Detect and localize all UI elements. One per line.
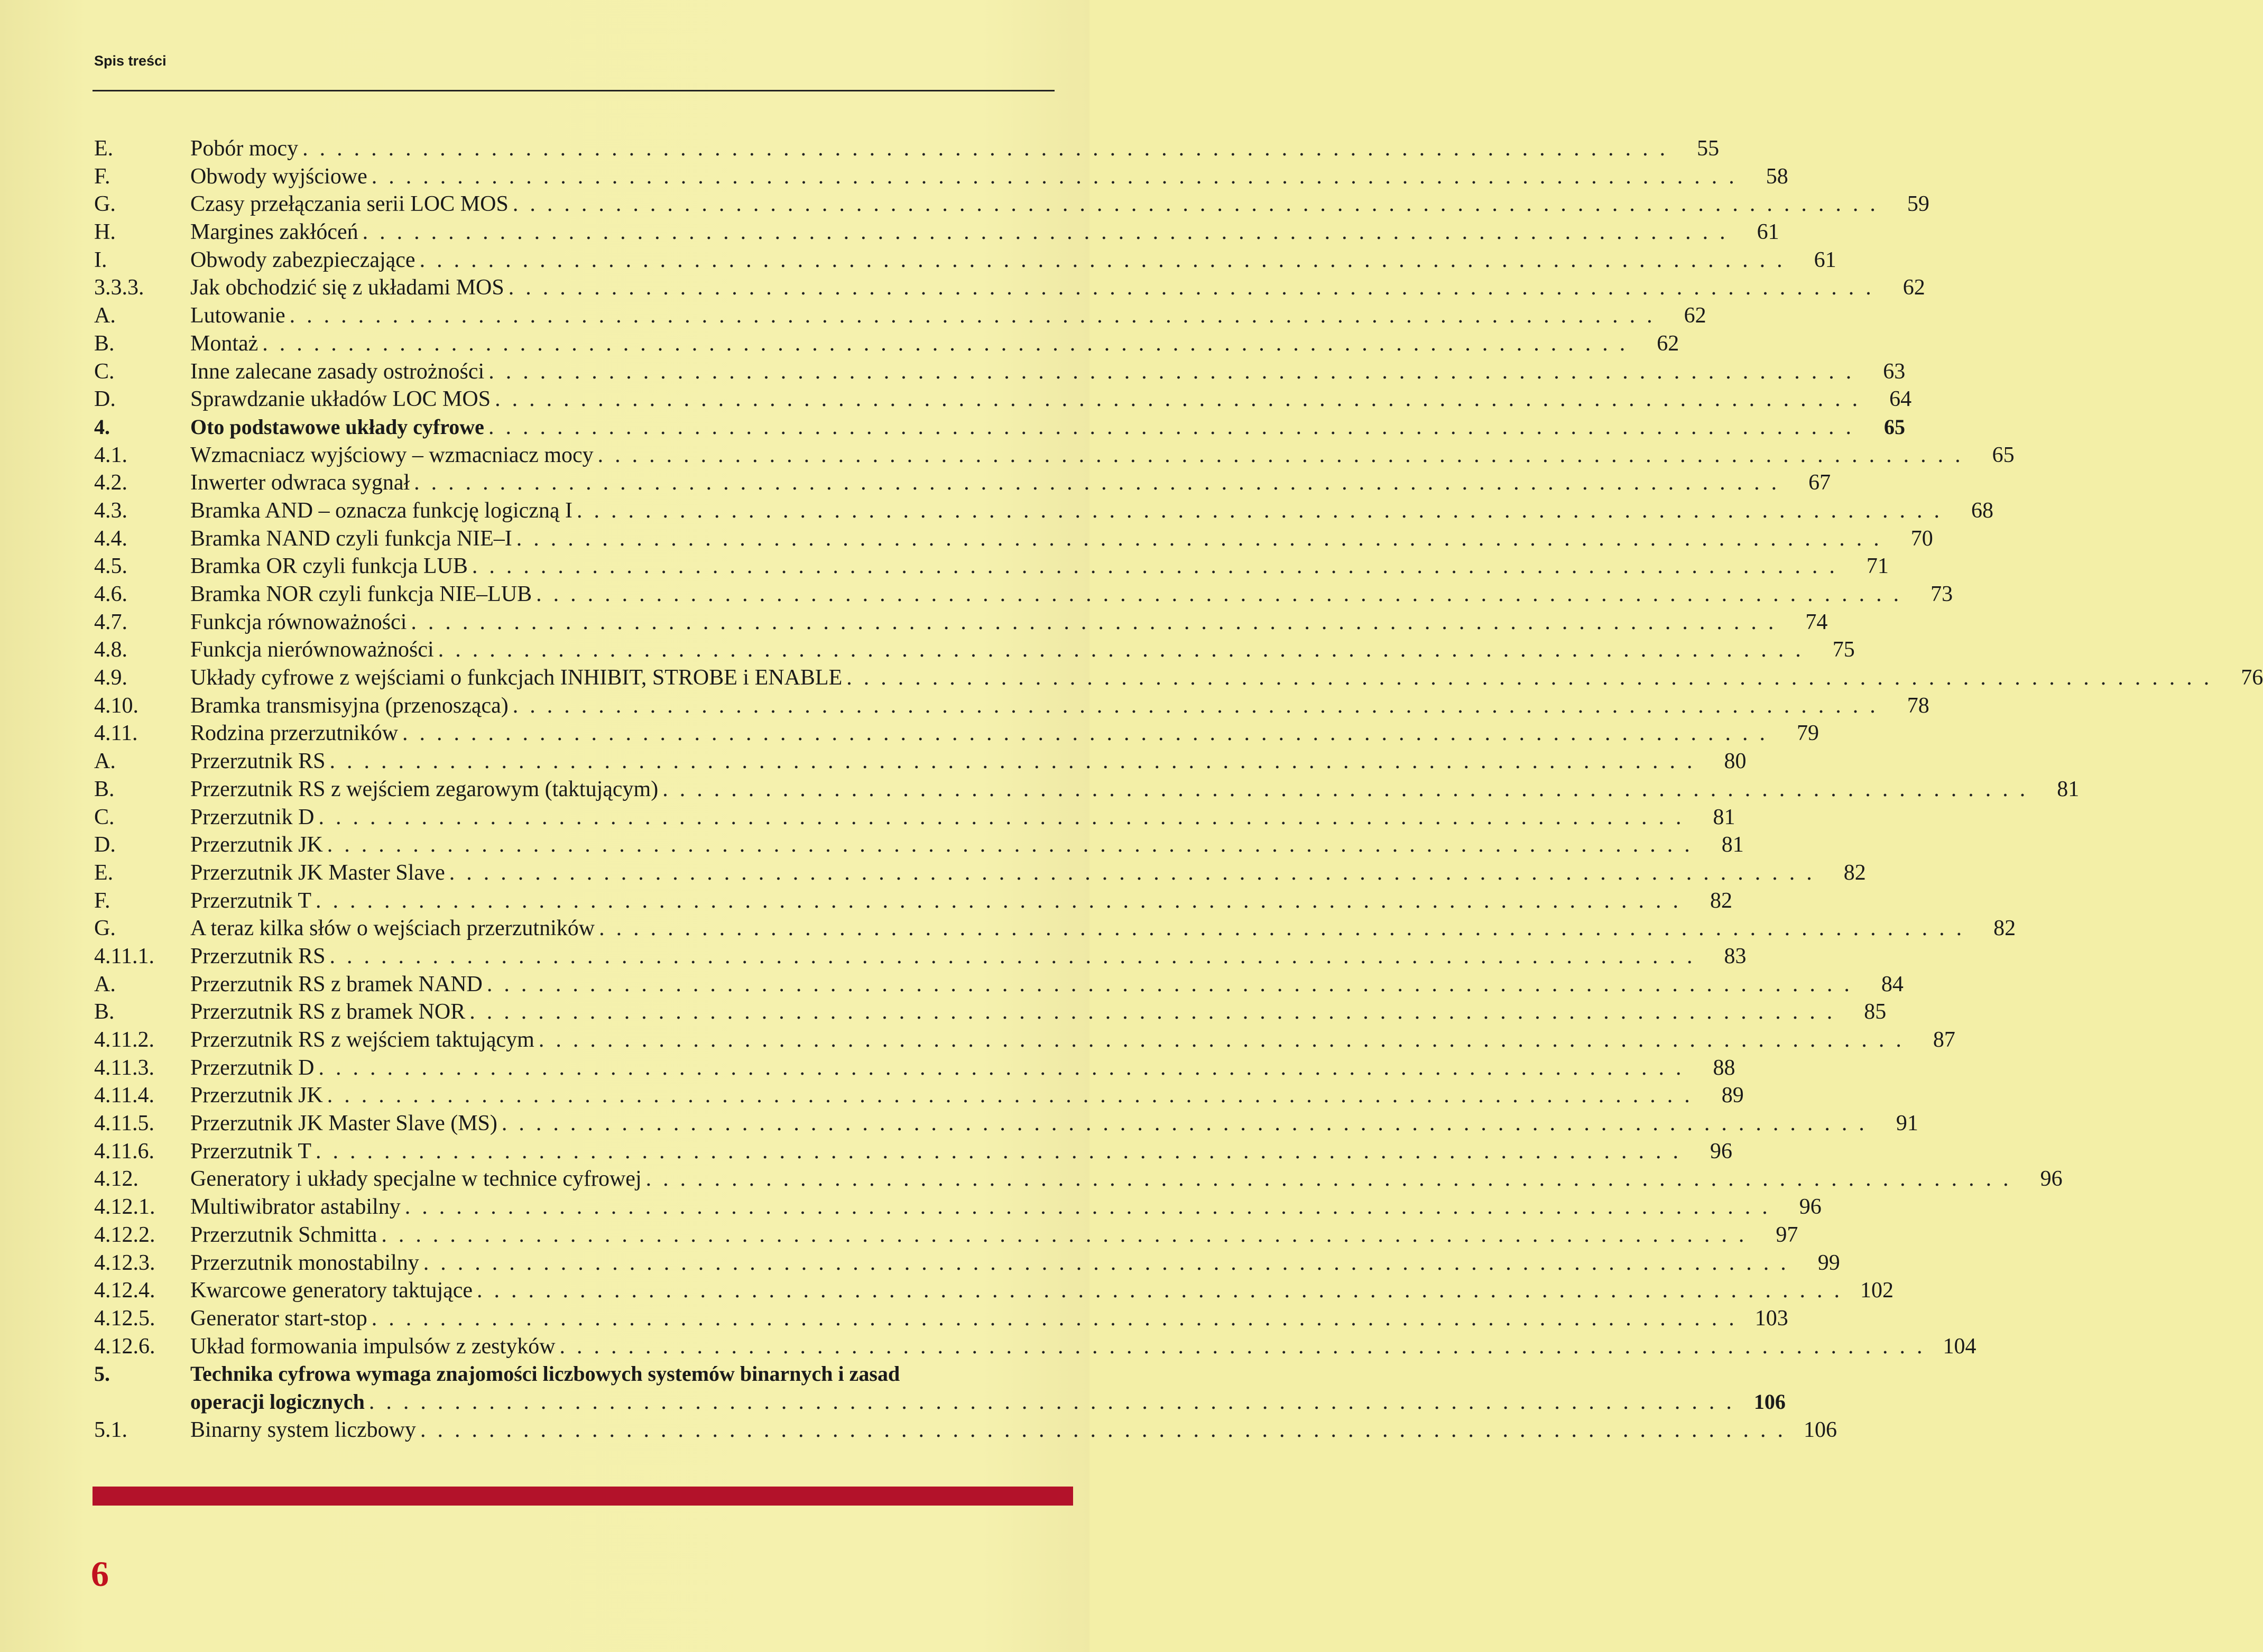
toc-entry	[94, 190, 1929, 218]
dot-leader: ................................................................................	[368, 1389, 1743, 1414]
dot-leader: ................................................................................	[262, 331, 1637, 356]
toc-entry-number: 4.4.	[94, 526, 127, 551]
toc-entry-title: Bramka transmisyjna (przenosząca)	[190, 693, 509, 718]
toc-entry	[94, 1416, 1837, 1444]
dot-leader: ................................................................................	[597, 442, 1972, 467]
dot-leader: ................................................................................	[508, 275, 1883, 300]
toc-entry	[94, 358, 1906, 386]
toc-entry	[94, 1110, 1918, 1138]
toc-entry-number: E.	[94, 860, 114, 885]
toc-entry-title: Przerzutnik monostabilny	[190, 1250, 419, 1275]
toc-entry-title: Kwarcowe generatory taktujące	[190, 1278, 473, 1303]
toc-entry-page: 89	[1721, 1083, 1744, 1108]
toc-entry-title: Bramka NOR czyli funkcja NIE–LUB	[190, 582, 532, 606]
toc-entry-number: E.	[94, 136, 114, 161]
toc-entry-number: G.	[94, 916, 116, 941]
dot-leader: ................................................................................	[327, 833, 1702, 857]
toc-entry-number: 4.	[94, 414, 110, 439]
toc-entry-number: 4.7.	[94, 610, 127, 634]
toc-entry-title: Bramka NAND czyli funkcja NIE–I	[190, 526, 512, 551]
toc-entry	[94, 859, 1866, 887]
toc-entry	[94, 330, 1679, 358]
toc-entry	[94, 1249, 1840, 1277]
toc-entry-title: Binarny system liczbowy	[190, 1417, 416, 1442]
toc-entry-page: 62	[1684, 303, 1706, 328]
toc-entry	[94, 552, 1889, 580]
toc-entry-page: 64	[1889, 387, 1912, 412]
dot-leader: ................................................................................	[289, 303, 1664, 328]
dot-leader: ................................................................................	[536, 582, 1911, 606]
toc-entry-title: Przerzutnik Schmitta	[190, 1222, 377, 1247]
toc-entry-title: Przerzutnik D	[190, 805, 315, 829]
dot-leader: ................................................................................	[419, 247, 1794, 272]
toc-entry	[94, 692, 1929, 720]
dot-leader: ................................................................................	[381, 1222, 1756, 1247]
toc-entry	[94, 469, 1831, 497]
toc-entry-page: 65	[1992, 442, 2015, 467]
toc-entry	[94, 1082, 1744, 1110]
dot-leader: ................................................................................	[472, 554, 1846, 579]
toc-entry-number: 5.	[94, 1362, 110, 1386]
toc-entry	[94, 943, 1747, 971]
toc-entry-page: 73	[1931, 582, 1953, 606]
toc-entry-number: G.	[94, 192, 116, 217]
toc-entry	[94, 915, 2016, 943]
toc-entry-title: Technika cyfrowa wymaga znajomości liczbowych systemów binarnych i zasad	[190, 1362, 900, 1386]
toc-entry	[94, 831, 1744, 859]
toc-entry	[94, 135, 1720, 163]
toc-entry-page: 71	[1866, 554, 1889, 579]
toc-entry-page: 102	[1860, 1278, 1894, 1303]
toc-entry-title: Przerzutnik JK	[190, 833, 323, 857]
toc-entry-title: Przerzutnik T	[190, 888, 311, 913]
toc-entry-number: B.	[94, 331, 115, 356]
dot-leader: ................................................................................	[559, 1334, 1934, 1359]
dot-leader: ................................................................................	[488, 359, 1863, 384]
toc-entry-page: 106	[1753, 1389, 1786, 1414]
toc-entry-page: 76	[2241, 666, 2263, 690]
toc-entry	[94, 441, 2015, 469]
toc-entry-title: Oto podstawowe układy cyfrowe	[190, 414, 484, 439]
toc-entry-title: Sprawdzanie układów LOC MOS	[190, 387, 491, 412]
toc-entry	[94, 1305, 1788, 1333]
toc-entry-number: 3.3.3.	[94, 275, 144, 300]
toc-entry-number: A.	[94, 749, 116, 774]
toc-entry-title: Przerzutnik RS z wejściem zegarowym (taktującym)	[190, 777, 659, 801]
toc-entry-page: 74	[1805, 610, 1828, 634]
toc-entry-title: Inwerter odwraca sygnał	[190, 470, 410, 495]
dot-leader: ................................................................................	[512, 693, 1887, 718]
toc-entry-page: 103	[1754, 1306, 1788, 1331]
toc-entry-page: 83	[1724, 944, 1747, 968]
toc-entry-page: 82	[1993, 916, 2016, 941]
toc-entry-number: I.	[94, 247, 107, 272]
dot-leader: ................................................................................	[423, 1250, 1798, 1275]
dot-leader: ................................................................................	[327, 1083, 1702, 1108]
toc-entry	[94, 218, 1779, 246]
toc-entry-number: B.	[94, 1000, 115, 1025]
dot-leader: ................................................................................	[316, 1139, 1690, 1164]
toc-entry-page: 82	[1710, 888, 1732, 913]
toc-entry-number: A.	[94, 303, 116, 328]
toc-entry-number: 4.11.3.	[94, 1055, 154, 1080]
dot-leader: ................................................................................	[645, 1167, 2020, 1192]
toc-entry-page: 79	[1797, 721, 1819, 746]
toc-entry-number: C.	[94, 805, 115, 829]
toc-entry-page: 63	[1883, 359, 1906, 384]
toc-entry-number: 4.11.6.	[94, 1139, 154, 1164]
toc-entry-page: 84	[1881, 972, 1904, 996]
toc-entry-page: 68	[1971, 498, 1994, 523]
toc-entry-title: Generator start-stop	[190, 1306, 367, 1331]
toc-entry-title: Układ formowania impulsów z zestyków	[190, 1334, 556, 1359]
toc-entry-page: 81	[1713, 805, 1735, 829]
dot-leader: ................................................................................	[488, 414, 1863, 439]
toc-entry	[94, 497, 1994, 525]
toc-entry-title: Montaż	[190, 331, 258, 356]
toc-entry-number: 4.12.5.	[94, 1306, 155, 1331]
dot-leader: ................................................................................	[538, 1028, 1913, 1052]
toc-entry-title: Przerzutnik JK	[190, 1083, 323, 1108]
dot-leader: ................................................................................	[577, 498, 1952, 523]
toc-entry	[94, 1388, 1786, 1416]
toc-entry-number: 5.1.	[94, 1417, 127, 1442]
toc-entry-number: 4.3.	[94, 498, 127, 523]
toc-entry	[94, 163, 1788, 191]
toc-entry-title: Przerzutnik JK Master Slave	[190, 860, 445, 885]
dot-leader: ................................................................................	[302, 136, 1677, 161]
toc-entry	[94, 1138, 1732, 1166]
toc-entry-number: D.	[94, 387, 116, 412]
toc-entry-number: D.	[94, 833, 116, 857]
toc-entry-page: 59	[1907, 192, 1929, 217]
toc-entry-title: A teraz kilka słów o wejściach przerzutników	[190, 916, 595, 941]
dot-leader: ................................................................................	[371, 164, 1746, 189]
dot-leader: ................................................................................	[516, 526, 1891, 551]
toc-entry-number: 4.6.	[94, 582, 127, 606]
dot-leader: ................................................................................	[486, 972, 1861, 996]
toc-entry	[94, 747, 1747, 776]
toc-entry-title: Margines zakłóceń	[190, 220, 358, 245]
toc-entry-title: Przerzutnik RS z bramek NAND	[190, 972, 483, 996]
dot-leader: ................................................................................	[512, 192, 1887, 217]
toc-entry-page: 85	[1864, 1000, 1887, 1025]
toc-entry-title: Funkcja równoważności	[190, 610, 407, 634]
toc-entry-page: 81	[2057, 777, 2080, 801]
toc-entry-number: F.	[94, 164, 110, 189]
toc-entry-title: Inne zalecane zasady ostrożności	[190, 359, 485, 384]
dot-leader: ................................................................................	[329, 749, 1704, 774]
dot-leader: ................................................................................	[501, 1111, 1876, 1136]
toc-entry-page: 70	[1910, 526, 1933, 551]
dot-leader: ................................................................................	[469, 1000, 1844, 1025]
toc-entry-page: 67	[1808, 470, 1831, 495]
dot-leader: ................................................................................	[420, 1417, 1795, 1442]
dot-leader: ................................................................................	[599, 916, 1974, 941]
toc-entry	[94, 1221, 1798, 1249]
toc-entry-title: Przerzutnik T	[190, 1139, 311, 1164]
toc-entry-page: 55	[1697, 136, 1720, 161]
page-number: 6	[91, 1554, 109, 1594]
toc-entry-title: Przerzutnik RS z wejściem taktującym	[190, 1028, 534, 1052]
toc-entry-title: Rodzina przerzutników	[190, 721, 399, 746]
toc-entry-page: 62	[1657, 331, 1679, 356]
dot-leader: ................................................................................	[449, 860, 1824, 885]
dot-leader: ................................................................................	[477, 1278, 1852, 1303]
toc-entry	[94, 608, 1828, 636]
toc-entry-page: 96	[2040, 1167, 2063, 1192]
toc-entry-title: Przerzutnik D	[190, 1055, 315, 1080]
dot-leader: ................................................................................	[318, 1055, 1693, 1080]
toc-entry-number: 4.11.	[94, 721, 138, 746]
toc-entry-number: 4.12.2.	[94, 1222, 155, 1247]
toc-entry-page: 80	[1724, 749, 1747, 774]
toc-entry-number: 4.12.4.	[94, 1278, 155, 1303]
toc-entry-number: H.	[94, 220, 116, 245]
toc-entry	[94, 804, 1735, 832]
running-head: Spis treści	[94, 53, 167, 69]
toc-entry-page: 78	[1907, 693, 1929, 718]
toc-entry-page: 106	[1803, 1417, 1837, 1442]
toc-entry-title: Bramka OR czyli funkcja LUB	[190, 554, 468, 579]
toc-entry-title: Przerzutnik RS	[190, 749, 326, 774]
dot-leader: ................................................................................	[495, 387, 1870, 412]
toc-entry	[94, 636, 1855, 664]
toc-entry-number: 4.1.	[94, 442, 127, 467]
toc-entry-page: 61	[1814, 247, 1836, 272]
dot-leader: ................................................................................	[371, 1306, 1746, 1331]
toc-entry-page: 104	[1943, 1334, 1976, 1359]
toc-entry	[94, 385, 1912, 413]
toc-entry	[94, 664, 2263, 692]
toc-entry-number: 4.8.	[94, 638, 127, 662]
toc-entry	[94, 1277, 1894, 1305]
toc-entry-number: 4.12.	[94, 1167, 138, 1192]
dot-leader: ................................................................................	[316, 888, 1690, 913]
toc-entry	[94, 1054, 1735, 1082]
toc-entry-page: 58	[1766, 164, 1788, 189]
toc-entry-page: 81	[1721, 833, 1744, 857]
toc-entry	[94, 1360, 1077, 1388]
toc-entry-number: A.	[94, 972, 116, 996]
toc-entry-page: 87	[1933, 1028, 1955, 1052]
toc-entry-title: Obwody zabezpieczające	[190, 247, 415, 272]
toc-entry	[94, 776, 2080, 804]
dot-leader: ................................................................................	[411, 610, 1786, 634]
toc-entry-number: 4.2.	[94, 470, 127, 495]
toc-entry-number: 4.11.4.	[94, 1083, 154, 1108]
toc-entry-title: Pobór mocy	[190, 136, 299, 161]
toc-entry-title: Przerzutnik JK Master Slave (MS)	[190, 1111, 497, 1136]
toc-entry-number: 4.11.5.	[94, 1111, 154, 1136]
toc-entry-page: 82	[1843, 860, 1866, 885]
toc-entry-number: 4.12.1.	[94, 1195, 155, 1220]
toc-entry-page: 62	[1902, 275, 1925, 300]
toc-entry	[94, 1333, 1976, 1361]
toc-entry	[94, 246, 1836, 274]
toc-entry-title: Lutowanie	[190, 303, 285, 328]
toc-entry-page: 91	[1896, 1111, 1918, 1136]
toc-entry	[94, 1165, 2063, 1193]
toc-entry	[94, 887, 1732, 915]
toc-entry-title: Przerzutnik RS z bramek NOR	[190, 1000, 466, 1025]
toc-entry	[94, 971, 1904, 999]
toc-entry-number: C.	[94, 359, 115, 384]
toc-entry	[94, 274, 1925, 302]
dot-leader: ................................................................................	[402, 721, 1777, 746]
toc-entry-number: 4.11.1.	[94, 944, 154, 968]
toc-entry-number: 4.11.2.	[94, 1028, 154, 1052]
toc-entry	[94, 302, 1706, 330]
dot-leader: ................................................................................	[362, 220, 1737, 245]
toc-entry-title: operacji logicznych	[190, 1389, 365, 1414]
toc-entry-page: 97	[1776, 1222, 1798, 1247]
toc-entry-number: 4.9.	[94, 666, 127, 690]
toc-entry-title: Czasy przełączania serii LOC MOS	[190, 192, 509, 217]
toc-entry-number: F.	[94, 888, 110, 913]
toc-entry-title: Jak obchodzić się z układami MOS	[190, 275, 504, 300]
toc-entry-title: Multiwibrator astabilny	[190, 1195, 401, 1220]
toc-entry-page: 96	[1799, 1195, 1822, 1220]
toc-entry	[94, 1193, 1822, 1221]
dot-leader: ................................................................................	[318, 805, 1693, 829]
toc-entry-page: 61	[1757, 220, 1779, 245]
toc-entry	[94, 1026, 1955, 1054]
dot-leader: ................................................................................	[438, 638, 1813, 662]
toc-entry	[94, 719, 1819, 747]
table-of-contents	[94, 135, 2263, 1444]
dot-leader: ................................................................................	[662, 777, 2037, 801]
toc-entry-title: Funkcja nierównoważności	[190, 638, 434, 662]
toc-entry-title: Wzmacniacz wyjściowy – wzmacniacz mocy	[190, 442, 594, 467]
dot-leader: ................................................................................	[329, 944, 1704, 968]
toc-entry	[94, 580, 1953, 608]
toc-entry-number: 4.5.	[94, 554, 127, 579]
dot-leader: ................................................................................	[414, 470, 1789, 495]
dot-leader: ................................................................................	[404, 1195, 1779, 1220]
toc-entry-page: 99	[1817, 1250, 1840, 1275]
toc-entry-title: Przerzutnik RS	[190, 944, 326, 968]
toc-entry-number: 4.10.	[94, 693, 138, 718]
toc-entry-title: Generatory i układy specjalne w technice cyfrowej	[190, 1167, 642, 1192]
toc-entry-title: Obwody wyjściowe	[190, 164, 367, 189]
toc-entry-page: 96	[1710, 1139, 1732, 1164]
dot-leader: ................................................................................	[846, 666, 2221, 690]
toc-entry-title: Układy cyfrowe z wejściami o funkcjach INHIBIT, STROBE i ENABLE	[190, 666, 843, 690]
toc-entry	[94, 413, 1905, 441]
toc-entry-number: B.	[94, 777, 115, 801]
toc-entry-page: 88	[1713, 1055, 1735, 1080]
toc-entry-number: 4.12.6.	[94, 1334, 155, 1359]
header-rule	[93, 90, 1055, 91]
toc-entry-number: 4.12.3.	[94, 1250, 155, 1275]
toc-entry	[94, 525, 1933, 553]
decorative-red-band	[93, 1487, 1073, 1506]
toc-entry-page: 75	[1832, 638, 1855, 662]
toc-entry-title: Bramka AND – oznacza funkcję logiczną I	[190, 498, 573, 523]
toc-entry-page: 65	[1883, 414, 1905, 439]
toc-entry	[94, 998, 1887, 1026]
